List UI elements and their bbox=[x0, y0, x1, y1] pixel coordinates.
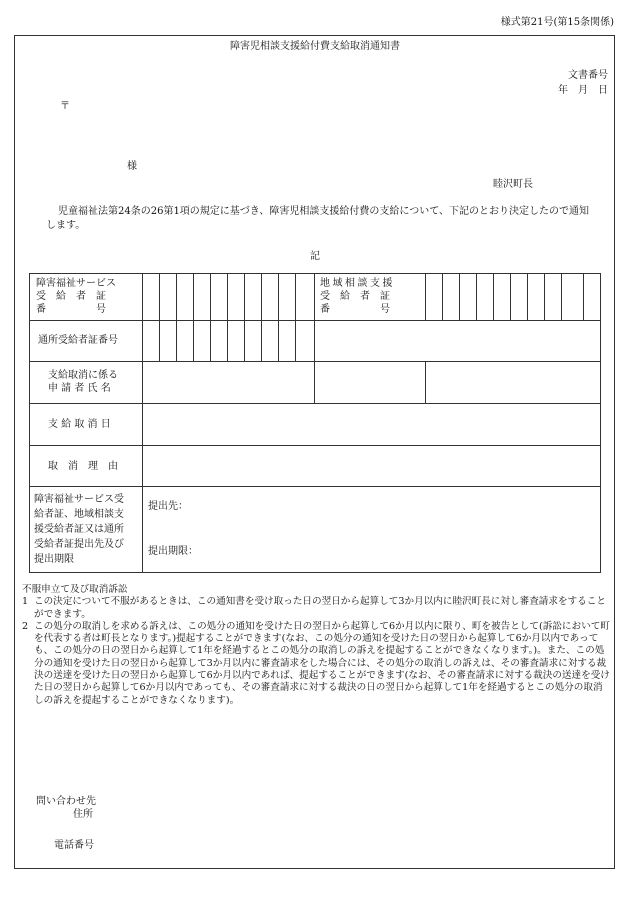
contact-label: 問い合わせ先 bbox=[36, 796, 96, 807]
appeal-item bbox=[22, 596, 612, 621]
label-line: 申 請 者 氏 名 bbox=[48, 383, 111, 394]
deadline-label: 提出期限： bbox=[148, 546, 198, 557]
label-line: 支給取消に係る bbox=[48, 370, 118, 381]
label-line: 受 給 者 証 bbox=[36, 291, 106, 302]
appeal-item-number: 2 bbox=[22, 620, 29, 632]
label-line: 提出期限 bbox=[34, 554, 74, 565]
appeal-item-number: 1 bbox=[22, 596, 29, 608]
label-line: 番 号 bbox=[320, 304, 390, 315]
label-community-support-cert-number bbox=[320, 277, 420, 316]
label-line: 受 給 者 証 bbox=[320, 291, 390, 302]
label-day-service-cert-number: 通所受給者証番号 bbox=[38, 335, 118, 346]
appeal-item-text: この決定について不服があるときは、この通知書を受け取った日の翌日から起算して3か月以内に睦沢町長に対し審査請求をすることができます。 bbox=[34, 596, 606, 620]
contact-phone-label: 電話番号 bbox=[54, 840, 94, 851]
doc-number-label: 文書番号 bbox=[568, 70, 608, 81]
label-certificate-submission bbox=[34, 492, 140, 567]
appeal-item bbox=[22, 621, 612, 707]
cancellation-table bbox=[29, 273, 601, 573]
label-disability-service-cert-number bbox=[36, 277, 134, 316]
form-number: 様式第21号(第15条関係) bbox=[500, 17, 614, 28]
appeal-item-text: この処分の取消しを求める訴えは、この処分の通知を受けた日の翌日から起算して6か月以内に限り、町を被告として(訴訟において町を代表する者は町長となります。)提起することができます(なお、この処分の通知を受けた日の翌日から起算して6か月以内であっても、この処分の日の翌日から起算して1年を経過するとこの処分の取消しの訴えを提起することができなくなります。)。また、この処分の通知を受けた日の翌日から起算して3か月以内に審査請求をした場合には、その処分の取消しの訴えは、その審査請求に対する裁決の送達を受けた日の翌日から起算して6か月以内であれば、提起することができます(なお、その審査請求に対する裁決の送達を受けた日の翌日から起算して6か月以内であっても、その審査請求に対する裁決の日の翌日から起算して1年を経過するとこの処分の取消しの訴えを提起することができなくなります)。 bbox=[34, 620, 610, 706]
label-applicant-name bbox=[48, 369, 118, 395]
label-line: 障害福祉サービス受 bbox=[34, 494, 124, 505]
label-line: 援受給者証又は通所 bbox=[34, 524, 124, 535]
recipient-suffix: 様 bbox=[127, 161, 137, 172]
document-title: 障害児相談支援給付費支給取消通知書 bbox=[230, 41, 400, 52]
label-line: 番 号 bbox=[36, 304, 106, 315]
label-cancellation-reason: 取 消 理 由 bbox=[48, 461, 118, 472]
ki-mark: 記 bbox=[310, 251, 320, 262]
contact-address-label: 住所 bbox=[73, 809, 93, 820]
body-text: 児童福祉法第24条の26第1項の規定に基づき、障害児相談支援給付費の支給について、下記のとおり決定したので通知します。 bbox=[46, 206, 590, 231]
label-line: 受給者証提出先及び bbox=[34, 539, 124, 550]
label-cancellation-date: 支 給 取 消 日 bbox=[48, 419, 111, 430]
label-line: 障害福祉サービス bbox=[36, 278, 116, 289]
postal-mark: 〒 bbox=[60, 101, 70, 112]
label-line: 給者証、地域相談支 bbox=[34, 509, 124, 520]
label-line: 地域相談支援 bbox=[320, 278, 395, 289]
date-label: 年 月 日 bbox=[558, 85, 608, 96]
appeal-section bbox=[22, 584, 612, 707]
appeal-heading: 不服申立て及び取消訴訟 bbox=[22, 584, 128, 595]
sender-name: 睦沢町長 bbox=[493, 179, 533, 190]
submit-to-label: 提出先： bbox=[148, 501, 188, 512]
